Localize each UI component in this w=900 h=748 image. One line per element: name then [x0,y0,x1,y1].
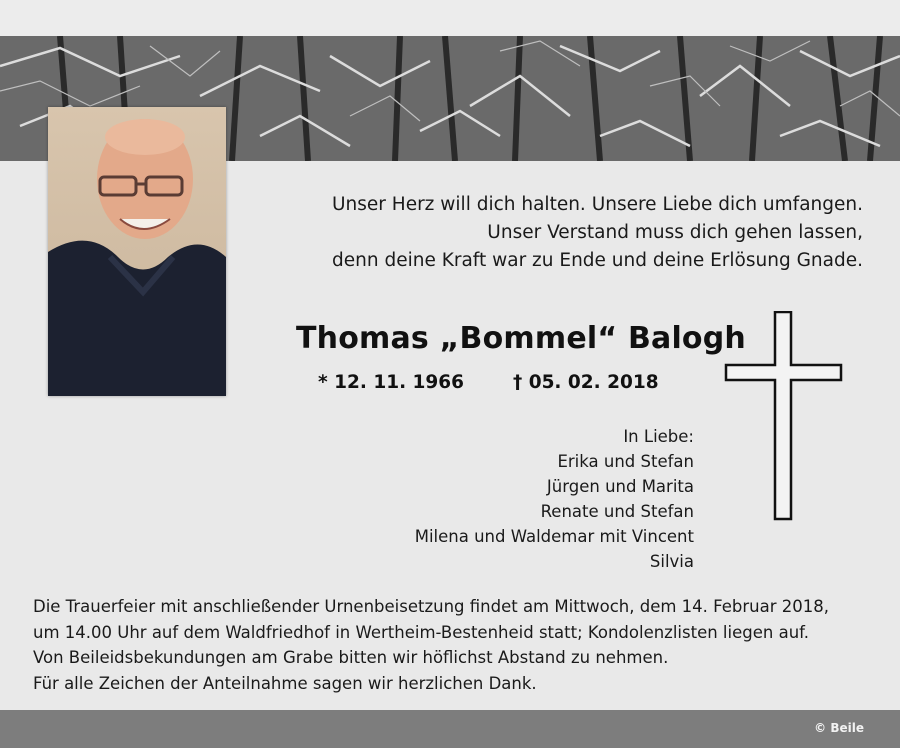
copyright-credit: © Beile [814,721,864,735]
family-member: Renate und Stefan [540,502,694,521]
family-list [415,424,694,574]
motto-quote [243,191,863,275]
family-intro: In Liebe: [623,427,694,446]
footer-bar [0,710,900,748]
motto-line: denn deine Kraft war zu Ende und deine Erlösung Gnade. [332,250,863,271]
birth-date: * 12. 11. 1966 [318,372,465,393]
notice-line: Von Beileidsbekundungen am Grabe bitten wir höflichst Abstand zu nehmen. [33,648,669,667]
notice-line: Für alle Zeichen der Anteilnahme sagen wir herzlichen Dank. [33,673,537,693]
family-member: Milena und Waldemar mit Vincent [414,527,694,546]
cross-icon [724,311,844,527]
top-margin [0,0,900,36]
motto-line: Unser Herz will dich halten. Unsere Liebe dich umfangen. [332,194,863,215]
notice-line: um 14.00 Uhr auf dem Waldfriedhof in Wertheim-Bestenheid statt; Kondolenzlisten liegen auf. [33,622,809,642]
family-member: Erika und Stefan [557,452,694,471]
family-member: Jürgen und Marita [546,477,694,496]
motto-line: Unser Verstand muss dich gehen lassen, [487,222,863,243]
notice-line: Die Trauerfeier mit anschließender Urnenbeisetzung findet am Mittwoch, dem 14. Februar 2018, [33,597,829,616]
funeral-notice [33,594,873,696]
family-member: Silvia [649,552,694,571]
death-date: † 05. 02. 2018 [513,372,659,393]
deceased-name: Thomas „Bommel“ Balogh [296,321,746,356]
portrait-photo [48,107,226,396]
